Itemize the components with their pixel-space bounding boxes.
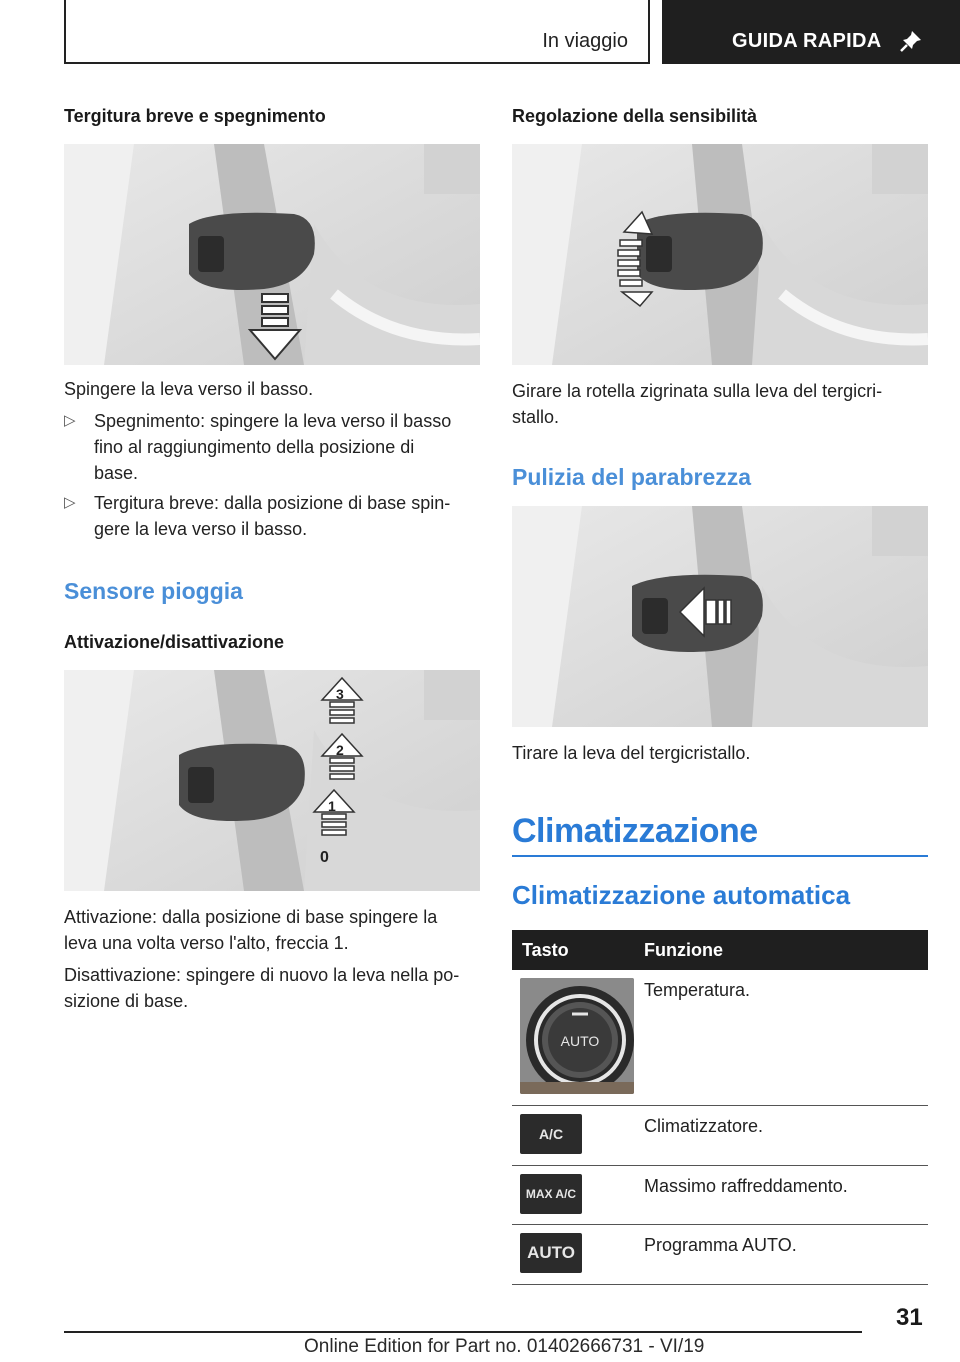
auto-button-label: AUTO <box>527 1243 575 1262</box>
text-line: Attivazione: dalla posizione di base spingere la <box>64 907 438 927</box>
dial-label: AUTO <box>560 1033 600 1049</box>
text-deactivation <box>64 962 484 1014</box>
ac-button-image <box>520 1114 582 1154</box>
table-cell-function: Massimo raffreddamento. <box>644 1176 848 1196</box>
bullet-switch-off <box>64 408 484 488</box>
header-tab[interactable] <box>662 0 960 64</box>
table-cell-function: Temperatura. <box>644 980 751 1000</box>
max-ac-button-image <box>520 1174 582 1214</box>
text-activation <box>64 904 484 956</box>
image-lever-down <box>64 144 480 365</box>
text-pull-lever: Tirare la leva del tergicristallo. <box>512 743 751 763</box>
bullet-line: fino al raggiungimento della posizione di <box>94 437 415 457</box>
pin-icon <box>898 28 924 54</box>
footer-edition: Online Edition for Part no. 01402666731 - VI/19 <box>304 1336 705 1357</box>
ac-button-label: A/C <box>538 1126 564 1142</box>
position-label: 0 <box>320 849 329 866</box>
table-row <box>512 1166 928 1225</box>
table-header-function: Funzione <box>644 940 723 960</box>
image-lever-pull <box>512 506 928 727</box>
table-cell-function: Programma AUTO. <box>644 1235 797 1255</box>
bullet-triangle-icon: ▷ <box>64 412 76 429</box>
table-row <box>512 970 928 1106</box>
header-section-box <box>64 0 650 64</box>
bullet-brief-wipe <box>64 490 484 544</box>
table-header <box>512 930 928 970</box>
heading-auto-climate: Climatizzazione automatica <box>512 880 851 910</box>
header-tab-label: GUIDA RAPIDA <box>732 30 882 52</box>
text-push-down: Spingere la leva verso il basso. <box>64 379 314 399</box>
table-row <box>512 1225 928 1285</box>
footer-rule <box>64 1331 862 1333</box>
heading-climate: Climatizzazione <box>512 812 758 850</box>
text-turn-wheel <box>512 378 932 430</box>
heading-brief-wipe: Tergitura breve e spegnimento <box>64 106 326 126</box>
temperature-dial-image <box>520 978 634 1094</box>
table-row <box>512 1106 928 1166</box>
bullet-line: gere la leva verso il basso. <box>94 519 308 539</box>
auto-button-image <box>520 1233 582 1273</box>
heading-rain-sensor: Sensore pioggia <box>64 578 243 604</box>
header-section-title: In viaggio <box>542 30 628 52</box>
text-line: Girare la rotella zigrinata sulla leva del tergicri- <box>512 381 883 401</box>
text-line: Disattivazione: spingere di nuovo la leva nella po- <box>64 965 460 985</box>
position-label: 2 <box>336 742 344 758</box>
max-ac-button-label: MAX A/C <box>525 1187 577 1201</box>
text-line: stallo. <box>512 407 560 427</box>
position-label: 1 <box>328 798 336 814</box>
heading-windshield-cleaning: Pulizia del parabrezza <box>512 464 752 490</box>
text-line: leva una volta verso l'alto, freccia 1. <box>64 933 349 953</box>
bullet-line: Tergitura breve: dalla posizione di base spin- <box>94 493 451 513</box>
position-label: 3 <box>336 686 344 702</box>
heading-underline <box>512 855 928 857</box>
table-cell-function: Climatizzatore. <box>644 1116 764 1136</box>
text-line: sizione di base. <box>64 991 189 1011</box>
heading-activation: Attivazione/disattivazione <box>64 632 285 652</box>
bullet-line: base. <box>94 463 139 483</box>
image-lever-positions <box>64 670 480 891</box>
page-number: 31 <box>896 1304 923 1331</box>
bullet-line: Spegnimento: spingere la leva verso il basso <box>94 411 452 431</box>
image-knurled-wheel <box>512 144 928 365</box>
heading-sensitivity: Regolazione della sensibilità <box>512 106 758 126</box>
table-header-key: Tasto <box>522 940 569 960</box>
bullet-triangle-icon: ▷ <box>64 494 76 511</box>
